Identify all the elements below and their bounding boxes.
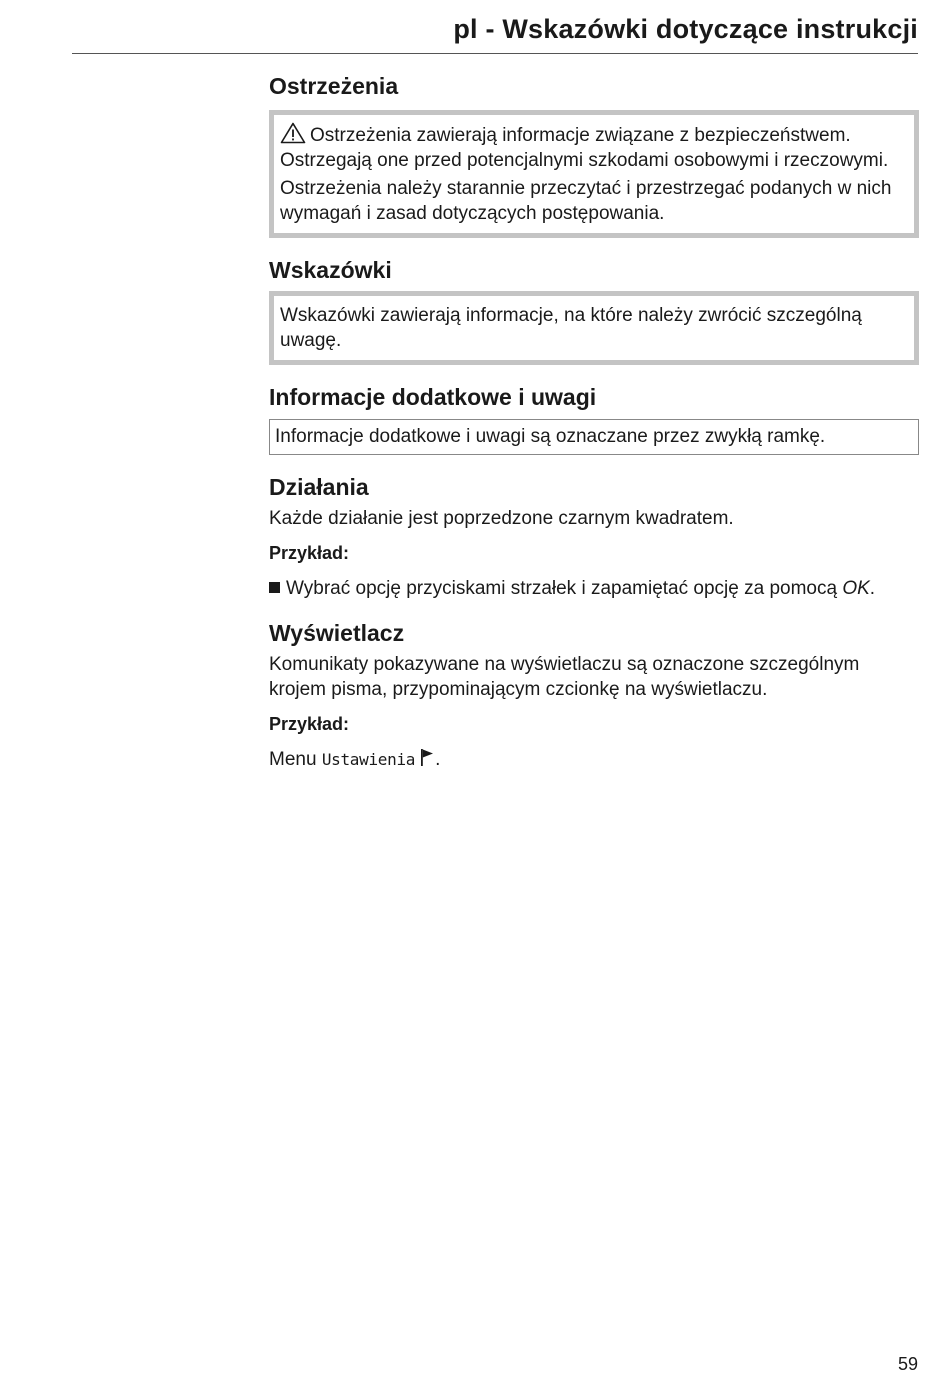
page-title: pl - Wskazówki dotyczące instrukcji [453,14,918,44]
actions-paragraph: Każde działanie jest poprzedzone czarnym kwadratem. [269,508,734,529]
ok-key-label: OK [842,578,870,599]
display-example-end: . [435,749,441,770]
section-heading-warnings: Ostrzeżenia [269,73,399,99]
additional-info-box [269,419,919,455]
display-paragraph: Komunikaty pokazywane na wyświetlaczu są oznaczone szczególnym krojem pisma, przypominającym czcionkę na wyświetlaczu. [269,654,860,700]
section-heading-actions: Działania [269,474,369,500]
actions-example-label: Przykład: [269,543,350,563]
tips-box [269,291,919,365]
warning-paragraph-1 [280,122,906,173]
actions-example-end: . [869,578,876,599]
display-example-prefix: Menu [269,749,317,770]
warning-paragraph-1-text: Ostrzeżenia zawierają informacje związane z bezpieczeństwem. Ostrzegają one przed potencjalnymi szkodami osobowymi i rzeczowymi. [280,125,889,171]
additional-paragraph: Informacje dodatkowe i uwagi są oznaczane przez zwykłą ramkę. [275,426,826,447]
display-example [269,747,919,772]
warning-box [269,110,919,238]
warning-paragraph-2: Ostrzeżenia należy starannie przeczytać i przestrzegać podanych w nich wymagań i zasad dotyczących postępowania. [280,178,892,224]
section-heading-display: Wyświetlacz [269,620,405,646]
actions-example-text: Wybrać opcję przyciskami strzałek i zapamiętać opcję za pomocą [286,578,838,599]
page-number: 59 [897,1354,918,1374]
actions-example [269,576,919,601]
display-font-text: Ustawienia [321,750,416,769]
section-heading-tips: Wskazówki [269,257,392,283]
tips-paragraph: Wskazówki zawierają informacje, na które należy zwrócić szczególną uwagę. [280,305,862,351]
page-header [72,0,918,54]
section-heading-additional: Informacje dodatkowe i uwagi [269,384,597,410]
display-example-label: Przykład: [269,714,350,734]
page-content [269,70,919,772]
warning-triangle-icon [280,122,306,144]
black-square-bullet-icon [269,582,280,593]
flag-icon [419,747,435,767]
